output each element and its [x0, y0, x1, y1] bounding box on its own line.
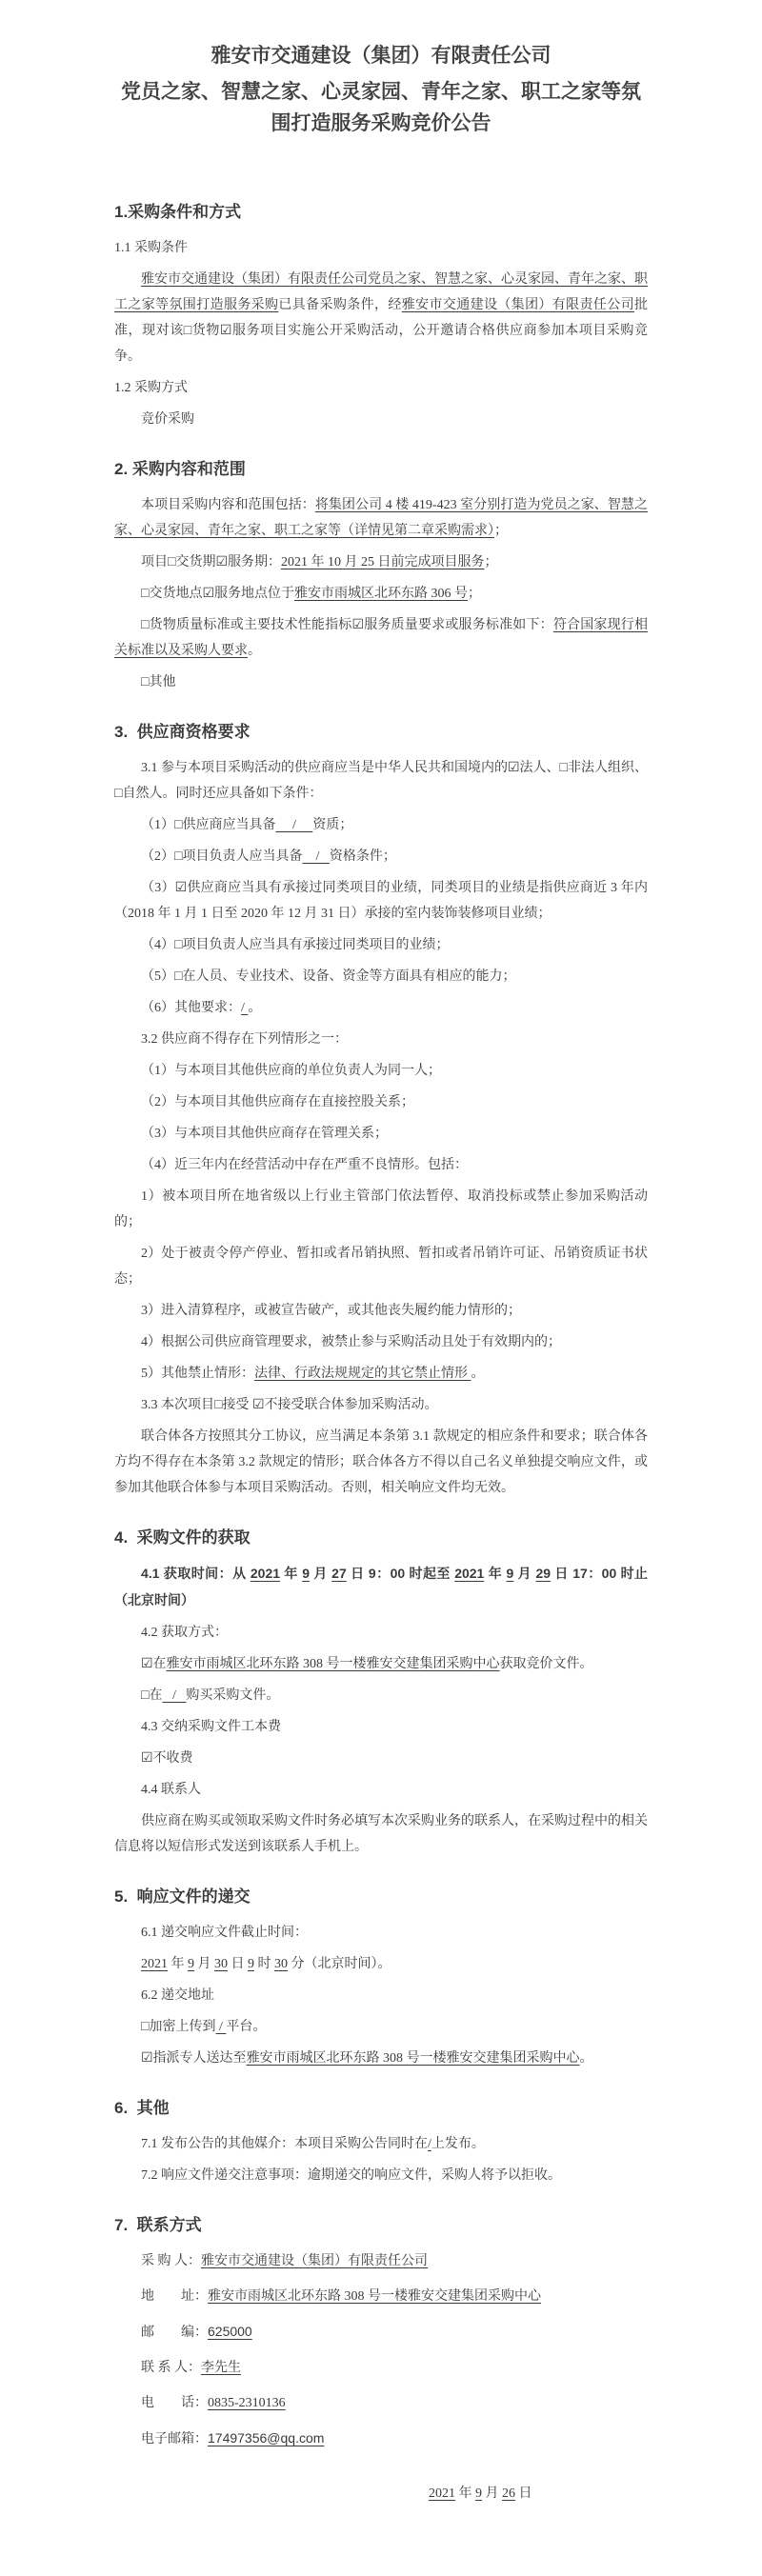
clause-3-1-item-4: [114, 932, 648, 958]
text-run: 竞价采购: [141, 412, 194, 427]
clause-3-2-item-2: [114, 1089, 648, 1115]
clause-6-1-deadline: [114, 1951, 648, 1977]
text-run: 6.2 递交地址: [141, 1988, 214, 2003]
text-run: □加密上传到: [141, 2020, 216, 2034]
text-run: □在: [141, 1688, 163, 1703]
text-run: 2. 采购内容和范围: [114, 460, 246, 478]
text-run: 3.3 本次项目□接受 ☑不接受联合体参加采购活动。: [141, 1398, 438, 1412]
text-run: 购买采购文件。: [186, 1688, 280, 1703]
text-run: 雅安市交通建设（集团）有限责任公司: [401, 298, 635, 312]
text-run: 9: [248, 1957, 254, 1971]
text-run: 9: [302, 1566, 310, 1581]
text-run: 0835-2310136: [208, 2396, 286, 2410]
text-run: 邮 编：: [141, 2326, 208, 2340]
text-run: ☑指派专人送达至: [141, 2051, 247, 2066]
text-run: 采 购 人：: [141, 2254, 201, 2268]
clause-6-2-option-unchecked: [114, 2014, 648, 2040]
text-run: 9: [506, 1566, 514, 1581]
clause-4-4: [114, 1777, 648, 1803]
text-run: 批准，现对该□货物☑服务项目实施公开采购活动，公开邀请合格供应商参加本项目采购竞争。: [114, 298, 649, 364]
text-run: 资质；: [312, 818, 353, 832]
clause-3-3-body: [114, 1424, 648, 1501]
text-run: 。: [471, 1367, 485, 1381]
text-run: 1.1 采购条件: [114, 241, 188, 255]
text-run: 联 系 人：: [141, 2361, 201, 2375]
section-1-heading: [114, 200, 648, 224]
text-run: 4. 采购文件的获取: [114, 1528, 251, 1547]
clause-7-1: [114, 2131, 648, 2157]
text-run: 7. 联系方式: [114, 2216, 202, 2234]
text-run: 年: [280, 1566, 303, 1581]
text-run: 符合国家现行相关标准以及采购人要求: [114, 618, 648, 658]
contact-purchaser: [114, 2248, 648, 2274]
text-run: /: [275, 818, 313, 832]
clause-4-4-body: [114, 1808, 648, 1860]
clause-3-3: [114, 1392, 648, 1418]
text-run: （1）与本项目其他供应商的单位负责人为同一人；: [141, 1064, 441, 1078]
text-run: 本项目采购内容和范围包括：: [141, 498, 315, 512]
clause-6-2-option-checked: [114, 2046, 648, 2071]
clause-3-2-item-1: [114, 1058, 648, 1084]
text-run: /: [428, 2137, 431, 2151]
text-run: 29: [535, 1566, 551, 1581]
text-run: ；: [484, 555, 498, 569]
clause-2-service-place: [114, 581, 648, 607]
contact-address: [114, 2284, 648, 2309]
text-run: 4）根据公司供应商管理要求，被禁止参与采购活动且处于有效期内的；: [141, 1335, 561, 1349]
text-run: 5. 响应文件的递交: [114, 1887, 251, 1906]
clause-3-2-sub-1: [114, 1184, 648, 1235]
text-run: 党员之家、智慧之家、心灵家园、青年之家、职工之家等氛围打造服务采购竞价公告: [121, 81, 641, 134]
clause-3-1-item-1: [114, 812, 648, 838]
text-run: 2021 年 10 月 25 日前完成项目服务: [281, 555, 485, 569]
text-run: 17497356@qq.com: [208, 2430, 325, 2446]
clause-4-1-time: [114, 1561, 648, 1614]
clause-3-2-sub-3: [114, 1298, 648, 1324]
text-run: □货物质量标准或主要技术性能指标☑服务质量要求或服务标准如下：: [141, 618, 553, 632]
text-run: /: [162, 1688, 187, 1703]
text-run: 日 9：00 时起至: [346, 1566, 455, 1581]
text-run: 7.2 响应文件递交注意事项：逾期递交的响应文件，采购人将予以拒收。: [141, 2168, 561, 2183]
text-run: （3）☑供应商应当具有承接过同类项目的业绩，同类项目的业绩是指供应商近 3 年内（2018 年 1 月 1 日至 2020 年 12 月 31 日）承接的室内装饰装修项目业绩；: [114, 881, 648, 921]
text-run: 3. 供应商资格要求: [114, 723, 251, 741]
text-run: 联合体各方按照其分工协议，应当满足本条第 3.1 款规定的相应条件和要求；联合体各方均不得存在本条第 3.2 款规定的情形；联合体各方不得以自己名义单独提交响应文件，或参加其他联合体参与本项目采购活动。否则，相关响应文件均无效。: [114, 1429, 648, 1495]
text-run: 日: [228, 1957, 248, 1971]
text-run: 27: [331, 1566, 347, 1581]
clause-2-scope: [114, 492, 648, 544]
text-run: 1.采购条件和方式: [114, 203, 242, 221]
text-run: ；: [494, 524, 508, 538]
text-run: /: [241, 1001, 249, 1015]
section-6-heading: [114, 2096, 648, 2120]
text-run: 625000: [208, 2324, 252, 2339]
clause-2-quality: [114, 612, 648, 664]
clause-3-1: [114, 755, 648, 807]
clause-3-2-item-4: [114, 1152, 648, 1178]
text-run: 李先生: [201, 2361, 241, 2375]
text-run: 1）被本项目所在地省级以上行业主管部门依法暂停、取消投标或禁止参加采购活动的；: [114, 1189, 648, 1229]
doc-title-company: [114, 40, 648, 71]
text-run: □交货地点☑服务地点位于: [141, 587, 295, 601]
text-run: 法律、行政法规规定的其它禁止情形: [254, 1367, 471, 1381]
text-run: 雅安市雨城区北环东路 306 号: [294, 587, 469, 601]
text-run: 2021: [454, 1566, 485, 1581]
text-run: /: [302, 849, 330, 864]
text-run: 9: [188, 1957, 194, 1971]
text-run: （6）其他要求：: [141, 1001, 241, 1015]
clause-4-2: [114, 1620, 648, 1646]
section-5-heading: [114, 1885, 648, 1908]
text-run: 。: [248, 1001, 262, 1015]
text-run: 1.2 采购方式: [114, 381, 188, 395]
text-run: /: [215, 2020, 227, 2034]
text-run: 已具备采购条件，经: [278, 298, 402, 312]
text-run: （5）□在人员、专业技术、设备、资金等方面具有相应的能力；: [141, 969, 516, 984]
clause-4-3-no-fee: [114, 1746, 648, 1771]
clause-1-2-body: [114, 407, 648, 432]
section-4-heading: [114, 1526, 648, 1549]
text-run: 雅安市交通建设（集团）有限责任公司: [211, 45, 551, 67]
text-run: 9: [475, 2486, 482, 2501]
text-run: 上发布。: [431, 2137, 485, 2151]
text-run: 2021: [250, 1566, 281, 1581]
clause-3-1-item-5: [114, 964, 648, 989]
text-run: 2021: [429, 2486, 455, 2501]
text-run: 雅安市交通建设（集团）有限责任公司: [201, 2254, 428, 2268]
text-run: 6.1 递交响应文件截止时间：: [141, 1926, 308, 1940]
clause-1-1-label: [114, 235, 648, 261]
text-run: 4.2 获取方式：: [141, 1626, 228, 1640]
text-run: 电子邮箱：: [141, 2432, 208, 2446]
contact-postcode: [114, 2319, 648, 2346]
doc-title-project: [114, 76, 648, 139]
clause-1-2-label: [114, 375, 648, 401]
clause-3-2-sub-5: [114, 1361, 648, 1387]
announcement-date: [114, 2481, 648, 2506]
text-run: 。: [579, 2051, 593, 2066]
contact-email: [114, 2426, 648, 2452]
text-run: 时: [254, 1957, 274, 1971]
text-run: ；: [468, 587, 482, 601]
text-run: ☑不收费: [141, 1751, 193, 1766]
clause-1-1-body: [114, 267, 648, 369]
text-run: 年: [484, 1566, 507, 1581]
text-run: 获取竞价文件。: [499, 1657, 593, 1671]
text-run: 2021: [141, 1957, 168, 1971]
text-run: 26: [502, 2486, 515, 2501]
text-run: 日 17：00 时止（北京时间）: [114, 1566, 649, 1608]
text-run: 地 址：: [141, 2289, 208, 2304]
clause-4-2-option-checked: [114, 1651, 648, 1677]
contact-person: [114, 2355, 648, 2381]
clause-3-2-sub-4: [114, 1329, 648, 1355]
text-run: 资格条件；: [329, 849, 396, 864]
clause-3-2-sub-2: [114, 1241, 648, 1292]
text-run: ☑在: [141, 1657, 167, 1671]
clause-3-2-item-3: [114, 1121, 648, 1147]
clause-6-2: [114, 1983, 648, 2008]
text-run: 7.1 发布公告的其他媒介：本项目采购公告同时在: [141, 2137, 428, 2151]
clause-4-3: [114, 1714, 648, 1740]
text-run: 月: [482, 2486, 502, 2501]
text-run: 雅安市雨城区北环东路 308 号一楼雅安交建集团采购中心: [246, 2051, 580, 2066]
text-run: 雅安市雨城区北环东路 308 号一楼雅安交建集团采购中心: [166, 1657, 500, 1671]
text-run: 分（北京时间）。: [288, 1957, 391, 1971]
text-run: （4）□项目负责人应当具有承接过同类项目的业绩；: [141, 938, 450, 952]
clause-4-2-option-unchecked: [114, 1683, 648, 1708]
text-run: 3.2 供应商不得存在下列情形之一：: [141, 1032, 348, 1047]
text-run: 电 话：: [141, 2396, 208, 2410]
text-run: 平台。: [226, 2020, 267, 2034]
text-run: 3）进入清算程序，或被宣告破产，或其他丧失履约能力情形的；: [141, 1304, 521, 1318]
text-run: 2）处于被责令停产停业、暂扣或者吊销执照、暂扣或者吊销许可证、吊销资质证书状态；: [114, 1247, 648, 1287]
section-2-heading: [114, 457, 648, 481]
text-run: 月: [310, 1566, 332, 1581]
clause-3-1-item-3: [114, 875, 648, 927]
text-run: 6. 其他: [114, 2099, 170, 2117]
text-run: 30: [214, 1957, 228, 1971]
clause-2-service-period: [114, 549, 648, 575]
text-run: 日: [515, 2486, 532, 2501]
text-run: 年: [455, 2486, 475, 2501]
text-run: 4.4 联系人: [141, 1783, 201, 1797]
text-run: 月: [194, 1957, 214, 1971]
text-run: 4.1 获取时间：从: [141, 1566, 251, 1581]
text-run: 4.3 交纳采购文件工本费: [141, 1720, 281, 1734]
clause-6-1: [114, 1920, 648, 1946]
section-3-heading: [114, 720, 648, 744]
text-run: 雅安市交通建设（集团）有限责任公司党员之家、智慧之家、心灵家园、青年之家、职工之家等氛围打造服务采购: [114, 272, 648, 312]
section-7-heading: [114, 2213, 648, 2237]
clause-3-2: [114, 1027, 648, 1052]
text-run: 月: [513, 1566, 536, 1581]
clause-2-other: [114, 669, 648, 695]
text-run: （4）近三年内在经营活动中存在严重不良情形。包括：: [141, 1158, 468, 1172]
text-run: 项目□交货期☑服务期：: [141, 555, 282, 569]
clause-3-1-item-2: [114, 844, 648, 869]
text-run: 雅安市雨城区北环东路 308 号一楼雅安交建集团采购中心: [208, 2289, 541, 2304]
contact-phone: [114, 2390, 648, 2416]
text-run: 供应商在购买或领取采购文件时务必填写本次采购业务的联系人，在采购过程中的相关信息将以短信形式发送到该联系人手机上。: [114, 1814, 648, 1854]
text-run: （2）与本项目其他供应商存在直接控股关系；: [141, 1095, 414, 1109]
text-run: 3.1 参与本项目采购活动的供应商应当是中华人民共和国境内的☑法人、□非法人组织、□自然人。同时还应具备如下条件：: [114, 761, 649, 801]
text-run: （2）□项目负责人应当具备: [141, 849, 303, 864]
clause-7-2: [114, 2163, 648, 2188]
text-run: （1）□供应商应当具备: [141, 818, 276, 832]
text-run: 。: [248, 644, 261, 658]
text-run: □其他: [141, 675, 176, 689]
text-run: 30: [274, 1957, 288, 1971]
clause-3-1-item-6: [114, 995, 648, 1021]
text-run: （3）与本项目其他供应商存在管理关系；: [141, 1127, 388, 1141]
text-run: 将集团公司 4 楼 419-423 室分别打造为党员之家、智慧之家、心灵家园、青年之家、职工之家等（详情见第二章采购需求）: [114, 498, 648, 538]
text-run: 年: [168, 1957, 188, 1971]
text-run: 5）其他禁止情形：: [141, 1367, 254, 1381]
